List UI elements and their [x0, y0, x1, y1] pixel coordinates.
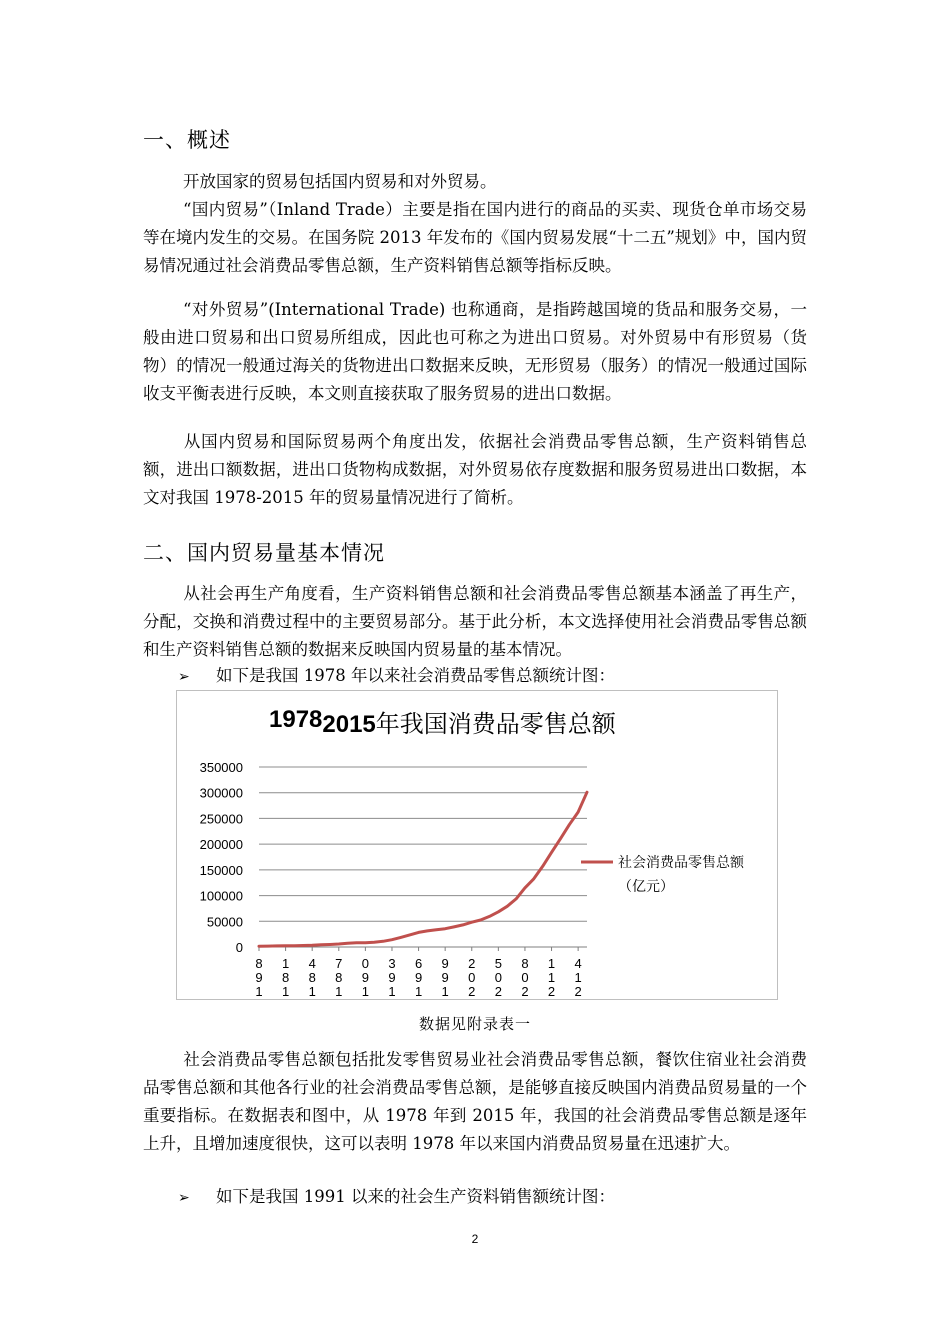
bullet-means-of-production-intro: ➢ 如下是我国 1991 以来的社会生产资料销售额统计图： [178, 1183, 615, 1212]
x-tick-label: 1 1 2 [547, 956, 556, 999]
x-tick-label: 2 0 2 [468, 956, 476, 999]
paragraph-reproduction: 从社会再生产角度看，生产资料销售总额和社会消费品零售总额基本涵盖了再生产，分配，交换和消费过程中的主要贸易部分。基于此分析，本文选择使用社会消费品零售总额和生产资料销售总额的数据来反映国内贸易量的基本情况。 [143, 584, 807, 659]
paragraph-retail-analysis: 社会消费品零售总额包括批发零售贸易业社会消费品零售总额，餐饮住宿业社会消费品零售总额和其他各行业的社会消费品零售总额，是能够直接反映国内消费品贸易量的一个重要指标。在数据表和图中，从 1978 年到 2015 年，我国的社会消费品零售总额是逐年上升，且增加速度很快，这可以表明 1978 年以来国内消费品贸易量在迅速扩大。 [143, 1050, 807, 1153]
legend-label: 社会消费品零售总额 [618, 855, 744, 871]
x-tick-label: 8 9 1 [255, 956, 263, 999]
section-heading-overview: 一、概述 [143, 128, 231, 152]
section-heading-domestic-trade: 二、国内贸易量基本情况 [143, 541, 385, 565]
x-tick-label: 0 9 1 [361, 956, 369, 999]
x-tick-label: 9 9 1 [441, 956, 449, 999]
arrow-bullet-icon: ➢ [178, 1190, 190, 1206]
y-tick-label: 100000 [199, 888, 243, 904]
paragraph-international-trade: “对外贸易”(International Trade) 也称通商，是指跨越国境的货品和服务交易，一般由进口贸易和出口贸易所组成，因此也可称之为进出口贸易。对外贸易中有形贸易（货物）的情况一般通过海关的货物进出口数据来反映，无形贸易（服务）的情况一般通过国际收支平衡表进行反映，本文则直接获取了服务贸易的进出口数据。 [143, 300, 807, 403]
chart-canvas [177, 691, 777, 999]
chart-caption: 数据见附录表一 [418, 1015, 531, 1033]
y-tick-label: 300000 [199, 785, 243, 801]
x-tick-label: 4 8 1 [308, 956, 316, 999]
page-number: 2 [471, 1232, 479, 1246]
paragraph-inland-trade: “国内贸易”（Inland Trade）主要是指在国内进行的商品的买卖、现货仓单市场交易等在境内发生的交易。在国务院 2013 年发布的《国内贸易发展“十二五”规划》中，国内贸易情况通过社会消费品零售总额，生产资料销售总额等指标反映。 [143, 200, 807, 275]
x-tick-label: 3 9 1 [388, 956, 396, 999]
y-tick-label: 200000 [199, 837, 243, 853]
legend [581, 854, 745, 895]
legend-unit: （亿元） [618, 879, 674, 895]
y-tick-label: 350000 [199, 760, 243, 775]
x-tick-label: 6 9 1 [414, 956, 423, 999]
arrow-bullet-icon: ➢ [178, 669, 190, 685]
retail-sales-chart [176, 690, 778, 1000]
x-tick-label: 5 0 2 [494, 956, 502, 999]
paragraph-intro: 开放国家的贸易包括国内贸易和对外贸易。 [183, 172, 497, 191]
y-tick-label: 50000 [206, 914, 243, 930]
bullet-retail-chart-intro: ➢ 如下是我国 1978 年以来社会消费品零售总额统计图： [178, 662, 615, 691]
paragraph-approach: 从国内贸易和国际贸易两个角度出发，依据社会消费品零售总额，生产资料销售总额，进出口额数据，进出口货物构成数据，对外贸易依存度数据和服务贸易进出口数据，本文对我国 1978-2015 年的贸易量情况进行了简析。 [143, 432, 807, 507]
series-line-retail-sales [259, 792, 587, 946]
x-tick-label: 7 8 1 [335, 956, 343, 999]
x-tick-label: 4 1 2 [574, 956, 582, 999]
y-tick-label: 250000 [199, 811, 243, 827]
x-tick-label: 8 0 2 [521, 956, 529, 999]
y-tick-label: 150000 [199, 862, 243, 878]
x-tick-label: 1 8 1 [281, 956, 290, 999]
y-tick-label: 0 [235, 940, 243, 955]
chart-title: 19782015年我国消费品零售总额 [269, 706, 616, 738]
